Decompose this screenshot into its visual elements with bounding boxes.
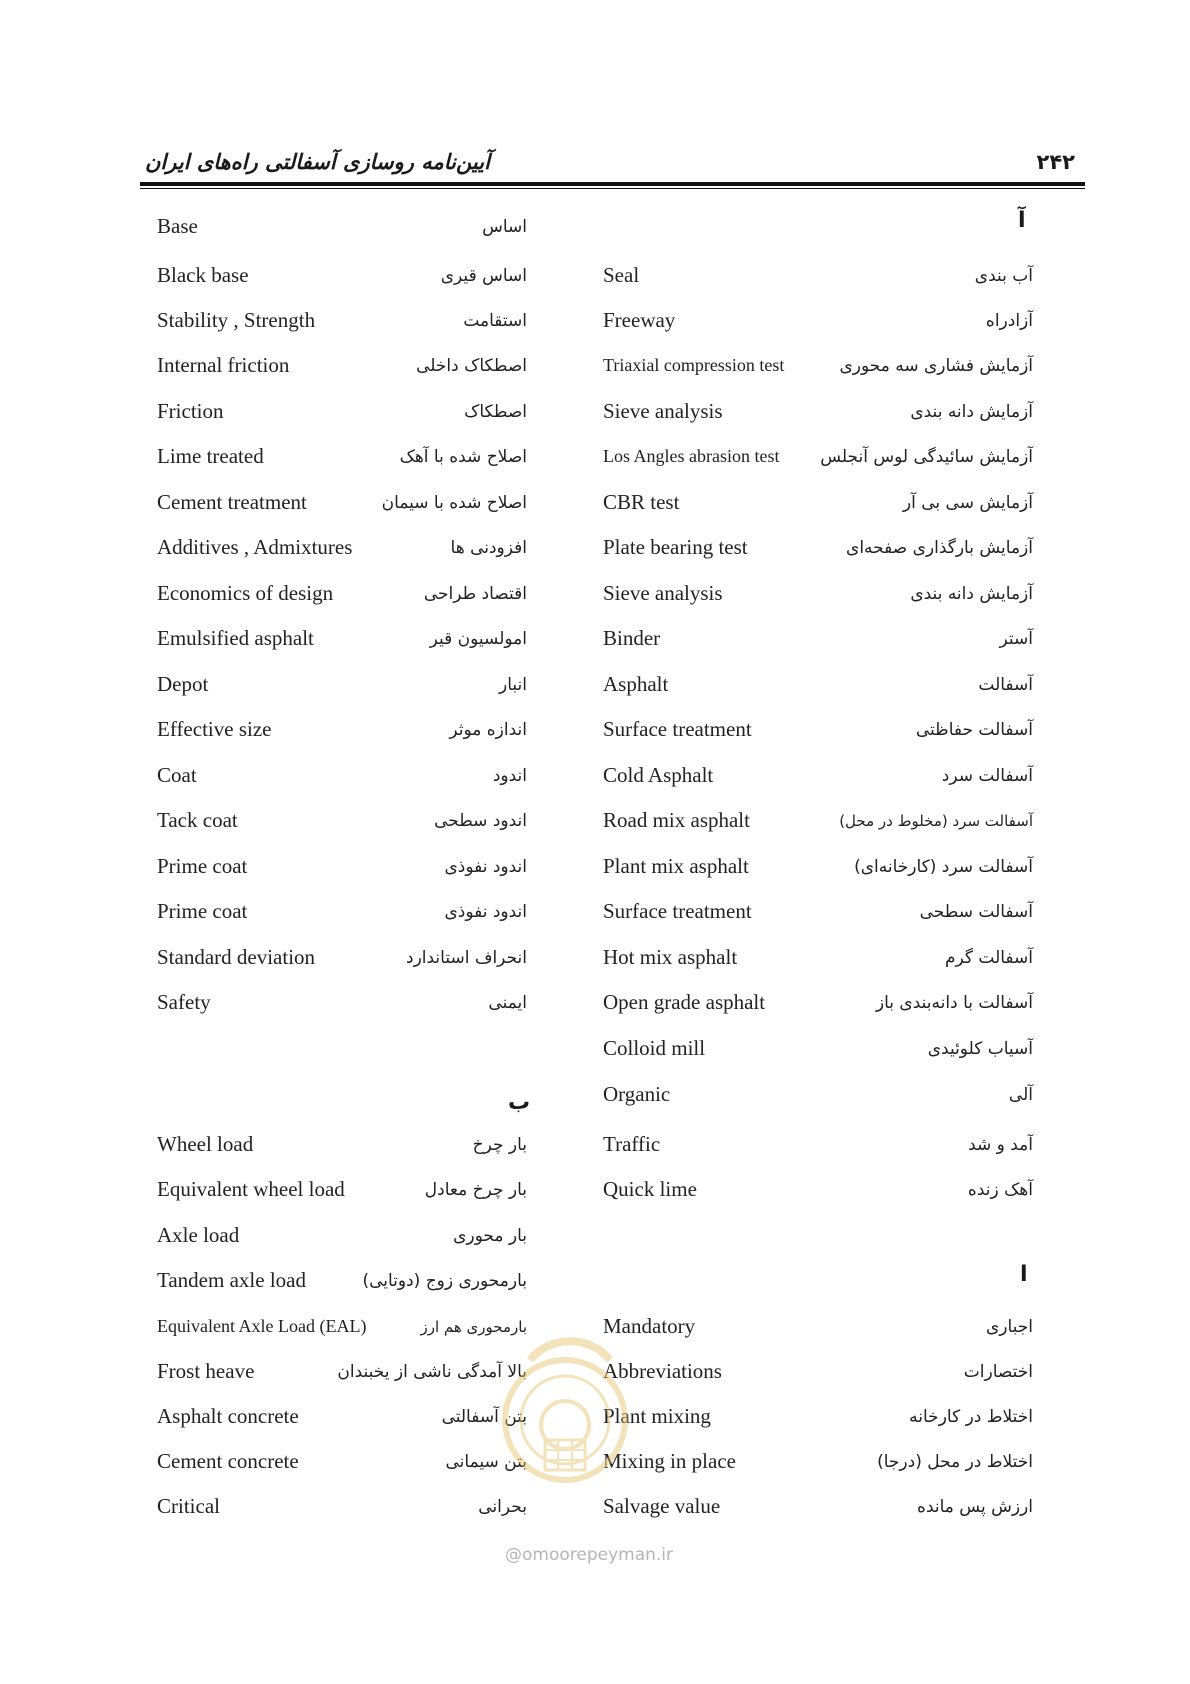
persian-term: اندود <box>492 766 527 786</box>
glossary-entry <box>603 1036 1033 1070</box>
persian-term: آسفالت سرد <box>941 766 1033 786</box>
persian-term: اختلاط در محل (درجا) <box>877 1452 1033 1472</box>
english-term: Mixing in place <box>603 1449 736 1473</box>
english-term: Tandem axle load <box>157 1268 306 1292</box>
english-term: Plant mixing <box>603 1404 711 1428</box>
english-term: Plate bearing test <box>603 535 748 559</box>
english-term: Cold Asphalt <box>603 763 714 787</box>
persian-term: آسفالت حفاظتی <box>915 720 1033 740</box>
glossary-entry <box>603 1082 1033 1116</box>
persian-term: اصطکاک داخلی <box>416 356 527 376</box>
persian-term: آزمایش دانه بندی <box>910 402 1033 422</box>
glossary-entry <box>603 808 1033 842</box>
glossary-entry <box>157 1314 527 1348</box>
english-term: Frost heave <box>157 1359 255 1383</box>
english-term: Salvage value <box>603 1494 721 1518</box>
persian-term: بتن سیمانی <box>445 1452 527 1472</box>
english-term: Seal <box>603 263 640 287</box>
persian-term: آسفالت سرد (مخلوط در محل) <box>839 812 1033 830</box>
glossary-entry <box>157 308 527 342</box>
glossary-entry <box>157 1177 527 1211</box>
header-rule-thin <box>140 188 1085 189</box>
english-term: Binder <box>603 626 661 650</box>
glossary-entry <box>603 1132 1033 1166</box>
english-term: Abbreviations <box>603 1359 722 1383</box>
glossary-entry <box>603 672 1033 706</box>
english-term: Surface treatment <box>603 717 752 741</box>
persian-term: آمد و شد <box>968 1135 1033 1155</box>
running-title: آیین‌نامه روسازی آسفالتی راه‌های ایران <box>145 150 490 174</box>
persian-term: اساس <box>482 217 527 237</box>
glossary-entry <box>157 214 527 248</box>
english-term: Asphalt concrete <box>157 1404 299 1428</box>
glossary-entry <box>157 1494 527 1528</box>
english-term: CBR test <box>603 490 680 514</box>
english-term: Axle load <box>157 1223 240 1247</box>
glossary-entry <box>603 945 1033 979</box>
section-heading-beh: ب <box>508 1090 531 1115</box>
persian-term: آسفالت سطحی <box>919 902 1033 922</box>
glossary-entry <box>603 1177 1033 1211</box>
glossary-entry <box>603 399 1033 433</box>
english-term: Emulsified asphalt <box>157 626 314 650</box>
persian-term: آسفالت سرد (کارخانه‌ای) <box>854 857 1033 877</box>
english-term: Los Angles abrasion test <box>603 446 780 466</box>
page-number: ۲۴۲ <box>1036 150 1075 174</box>
english-term: Internal friction <box>157 353 290 377</box>
glossary-entry <box>157 581 527 615</box>
glossary-entry <box>157 1223 527 1257</box>
glossary-entry <box>157 1268 527 1302</box>
persian-term: بالا آمدگی ناشی از یخبندان <box>337 1362 527 1382</box>
english-term: Surface treatment <box>603 899 752 923</box>
glossary-entry <box>603 990 1033 1024</box>
section-heading-alef-madd: آ <box>1018 208 1026 233</box>
glossary-entry <box>157 672 527 706</box>
persian-term: بار محوری <box>453 1226 527 1246</box>
english-term: Sieve analysis <box>603 399 723 423</box>
persian-term: آلی <box>1008 1085 1033 1105</box>
section-heading-alef: ا <box>1020 1262 1028 1287</box>
persian-term: اندازه موثر <box>449 720 527 740</box>
persian-term: اندود سطحی <box>434 811 527 831</box>
english-term: Quick lime <box>603 1177 697 1201</box>
persian-term: امولسیون قیر <box>429 629 527 649</box>
persian-term: آسیاب کلوئیدی <box>927 1039 1033 1059</box>
glossary-entry <box>603 308 1033 342</box>
english-term: Road mix asphalt <box>603 808 750 832</box>
glossary-entry <box>157 353 527 387</box>
glossary-entry <box>603 1314 1033 1348</box>
english-term: Lime treated <box>157 444 264 468</box>
glossary-entry <box>157 1449 527 1483</box>
glossary-entry <box>157 1404 527 1438</box>
persian-term: اساس قیری <box>440 266 527 286</box>
persian-term: آسفالت با دانه‌بندی باز <box>875 993 1033 1013</box>
glossary-entry <box>157 854 527 888</box>
english-term: Equivalent wheel load <box>157 1177 345 1201</box>
glossary-entry <box>157 763 527 797</box>
persian-term: ایمنی <box>488 993 527 1013</box>
glossary-entry <box>157 535 527 569</box>
persian-term: اصطکاک <box>464 402 527 422</box>
glossary-entry <box>157 399 527 433</box>
glossary-entry <box>603 581 1033 615</box>
english-term: Freeway <box>603 308 676 332</box>
english-term: Sieve analysis <box>603 581 723 605</box>
english-term: Triaxial compression test <box>603 355 785 375</box>
persian-term: بارمحوری زوج (دوتایی) <box>362 1271 527 1291</box>
glossary-entry <box>157 263 527 297</box>
glossary-entry <box>157 990 527 1024</box>
persian-term: بار چرخ <box>472 1135 527 1155</box>
page-header <box>140 150 1085 186</box>
glossary-entry <box>603 444 1033 478</box>
english-term: Cement concrete <box>157 1449 299 1473</box>
watermark-emblem <box>490 1330 640 1490</box>
english-term: Coat <box>157 763 197 787</box>
glossary-entry <box>157 490 527 524</box>
persian-term: بارمحوری هم ارز <box>420 1318 527 1336</box>
persian-term: آزمایش سائیدگی لوس آنجلس <box>820 447 1033 467</box>
glossary-entry <box>603 1494 1033 1528</box>
english-term: Prime coat <box>157 854 248 878</box>
persian-term: اجباری <box>985 1317 1033 1337</box>
persian-term: اختلاط در کارخانه <box>909 1407 1033 1427</box>
glossary-entry <box>603 626 1033 660</box>
english-term: Effective size <box>157 717 272 741</box>
glossary-entry <box>603 854 1033 888</box>
english-term: Tack coat <box>157 808 238 832</box>
persian-term: انبار <box>499 675 527 695</box>
english-term: Prime coat <box>157 899 248 923</box>
persian-term: آسفالت <box>978 675 1033 695</box>
persian-term: آزادراه <box>985 311 1033 331</box>
english-term: Cement treatment <box>157 490 307 514</box>
glossary-entry <box>157 1359 527 1393</box>
english-term: Hot mix asphalt <box>603 945 738 969</box>
persian-term: آب بندی <box>974 266 1033 286</box>
persian-term: اندود نفوذی <box>444 857 527 877</box>
glossary-entry <box>157 808 527 842</box>
glossary-entry <box>157 626 527 660</box>
persian-term: انحراف استاندارد <box>406 948 527 968</box>
glossary-entry <box>603 1404 1033 1438</box>
english-term: Equivalent Axle Load (EAL) <box>157 1316 367 1336</box>
english-term: Friction <box>157 399 224 423</box>
header-rule-thick <box>140 182 1085 186</box>
persian-term: اندود نفوذی <box>444 902 527 922</box>
persian-term: اختصارات <box>963 1362 1033 1382</box>
persian-term: بحرانی <box>478 1497 527 1517</box>
persian-term: آزمایش سی بی آر <box>902 493 1033 513</box>
glossary-entry <box>603 1449 1033 1483</box>
persian-term: آزمایش دانه بندی <box>910 584 1033 604</box>
english-term: Traffic <box>603 1132 661 1156</box>
website-watermark: @omoorepeyman.ir <box>505 1545 674 1565</box>
persian-term: آزمایش فشاری سه محوری <box>839 356 1033 376</box>
glossary-entry <box>157 1132 527 1166</box>
english-term: Black base <box>157 263 249 287</box>
persian-term: آسفالت گرم <box>944 948 1033 968</box>
english-term: Depot <box>157 672 209 696</box>
glossary-entry <box>603 353 1033 387</box>
persian-term: آهک زنده <box>967 1180 1033 1200</box>
glossary-entry <box>603 1359 1033 1393</box>
persian-term: ارزش پس مانده <box>917 1497 1033 1517</box>
english-term: Standard deviation <box>157 945 316 969</box>
persian-term: اصلاح شده با آهک <box>399 447 527 467</box>
english-term: Additives , Admixtures <box>157 535 353 559</box>
english-term: Critical <box>157 1494 220 1518</box>
persian-term: استقامت <box>463 311 527 331</box>
glossary-entry <box>157 945 527 979</box>
glossary-entry <box>603 490 1033 524</box>
persian-term: افزودنی ها <box>450 538 527 558</box>
persian-term: آستر <box>999 629 1033 649</box>
glossary-entry <box>603 899 1033 933</box>
english-term: Wheel load <box>157 1132 254 1156</box>
persian-term: بار چرخ معادل <box>424 1180 527 1200</box>
english-term: Economics of design <box>157 581 334 605</box>
glossary-entry <box>603 717 1033 751</box>
glossary-entry <box>157 899 527 933</box>
glossary-entry <box>157 717 527 751</box>
english-term: Mandatory <box>603 1314 696 1338</box>
english-term: Safety <box>157 990 211 1014</box>
english-term: Asphalt <box>603 672 669 696</box>
glossary-entry <box>157 444 527 478</box>
english-term: Base <box>157 214 198 238</box>
glossary-entry <box>603 535 1033 569</box>
persian-term: اقتصاد طراحی <box>423 584 527 604</box>
english-term: Open grade asphalt <box>603 990 766 1014</box>
persian-term: اصلاح شده با سیمان <box>381 493 527 513</box>
english-term: Stability , Strength <box>157 308 316 332</box>
english-term: Organic <box>603 1082 671 1106</box>
persian-term: آزمایش بارگذاری صفحه‌ای <box>846 538 1033 558</box>
english-term: Plant mix asphalt <box>603 854 749 878</box>
glossary-entry <box>603 263 1033 297</box>
english-term: Colloid mill <box>603 1036 706 1060</box>
persian-term: بتن آسفالتی <box>441 1407 527 1427</box>
glossary-entry <box>603 763 1033 797</box>
